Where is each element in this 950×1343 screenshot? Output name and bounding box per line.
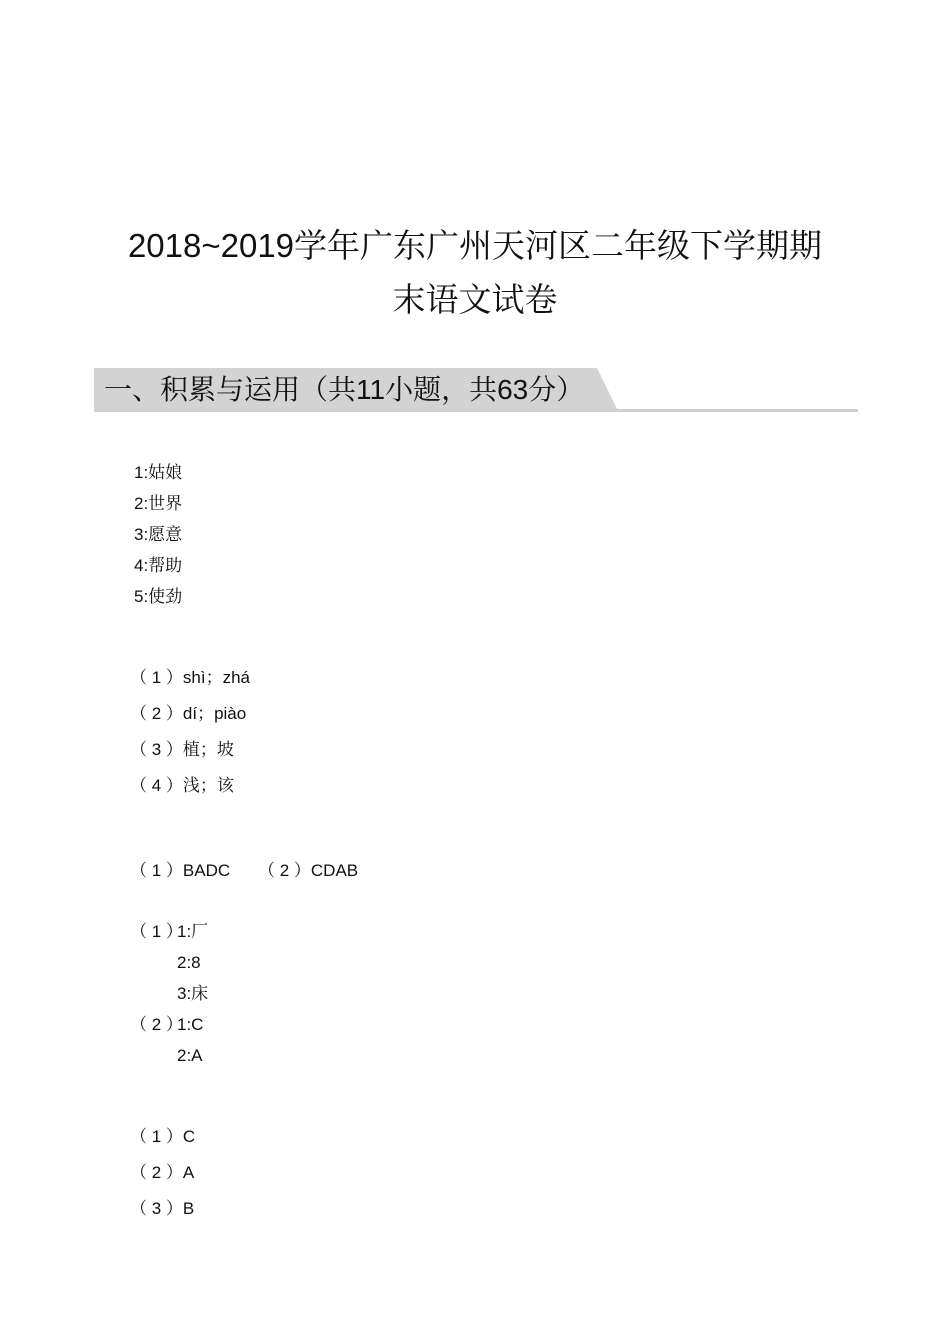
q4-sub1-answer-2: 2:8 [177, 953, 201, 972]
q2-answer-3: （ 3 ）植；坡 [130, 740, 234, 759]
q1-answer-2: 2:世界 [134, 494, 183, 513]
q4-sub2-answer-1: 1:C [177, 1015, 204, 1034]
q4-sub1-answer-3: 3:床 [177, 984, 209, 1003]
section-header [94, 368, 858, 412]
q1-answer-1: 1:姑娘 [134, 463, 183, 482]
q4-sub2-label: （ 2 ） [130, 1015, 183, 1034]
q3-answer-1: （ 1 ）BADC [130, 861, 231, 880]
q4-sub2-answer-2: 2:A [177, 1046, 203, 1065]
q1-answer-5: 5:使劲 [134, 587, 183, 606]
q5-answer-3: （ 3 ）B [130, 1199, 195, 1218]
q4-sub1-answer-1: 1:厂 [177, 922, 209, 941]
q2-answer-2: （ 2 ）dí；piào [130, 704, 247, 723]
q2-answer-4: （ 4 ）浅；该 [130, 776, 234, 795]
q3-answer-2: （ 2 ）CDAB [258, 861, 359, 880]
q5-answer-1: （ 1 ）C [130, 1127, 196, 1146]
q2-answer-1: （ 1 ）shì；zhá [130, 668, 250, 687]
q1-answer-4: 4:帮助 [134, 556, 183, 575]
q1-answer-3: 3:愿意 [134, 525, 183, 544]
q4-sub1-label: （ 1 ） [130, 922, 183, 941]
document-title-line1: 2018~2019学年广东广州天河区二年级下学期期 [127, 227, 823, 264]
q5-answer-2: （ 2 ）A [130, 1163, 195, 1182]
document-title-line2: 末语文试卷 [392, 281, 558, 318]
section-heading: 一、积累与运用（共11小题，共63分） [104, 374, 585, 405]
